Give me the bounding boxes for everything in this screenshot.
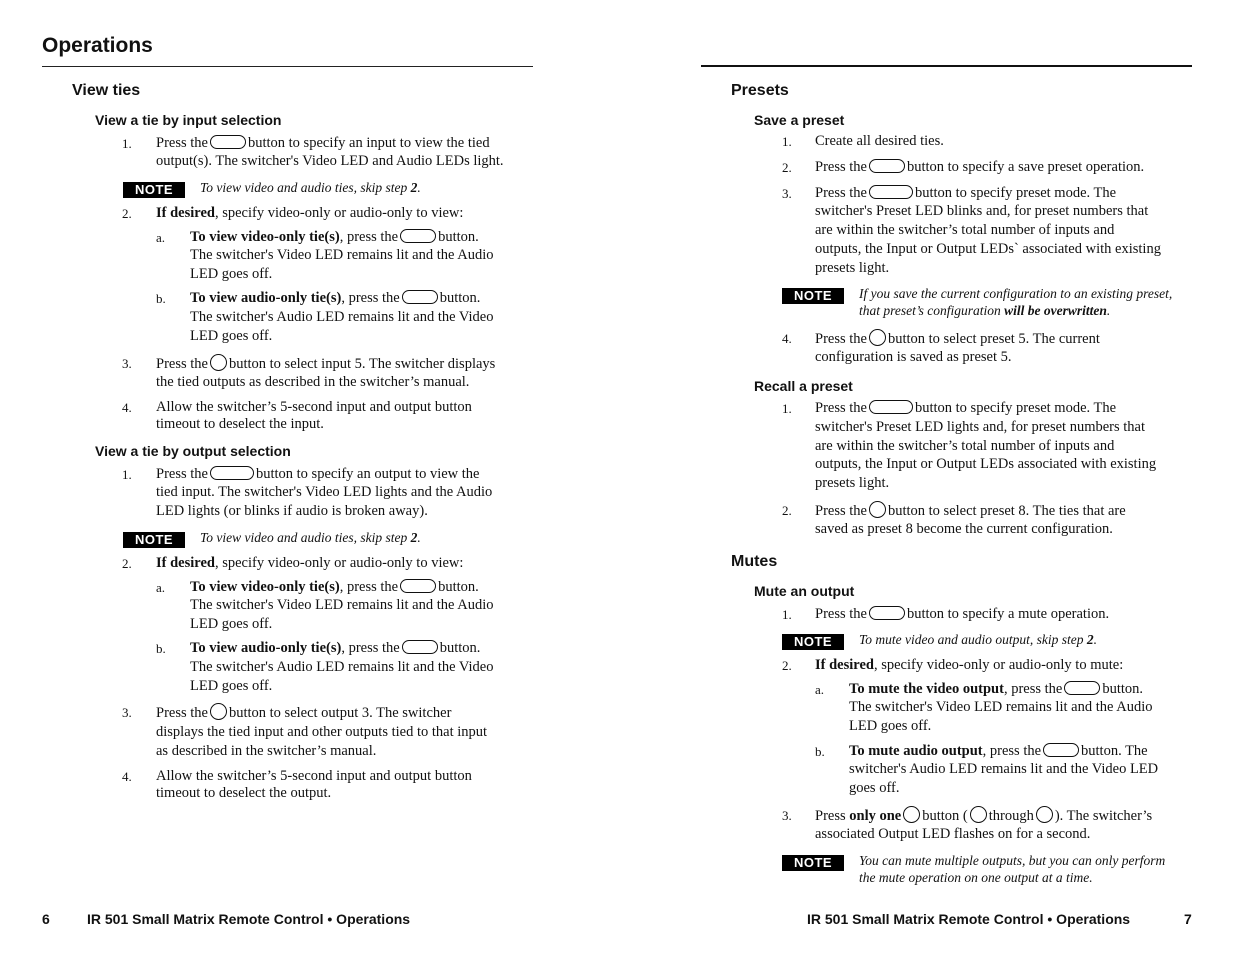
step-text: Press the button to select preset 5. The current [815, 331, 1100, 347]
page-title: Operations [42, 34, 153, 57]
step-text-cont: LED goes off. [190, 266, 273, 282]
step-text: Press the button to select preset 8. The ties that are [815, 503, 1126, 519]
subheading-recall-preset: Recall a preset [754, 378, 853, 394]
round-button-icon [903, 806, 920, 823]
step-text-cont: The switcher's Video LED remains lit and the Audio [849, 699, 1153, 715]
step-number: 4. [122, 769, 132, 784]
note-badge: NOTE [123, 532, 185, 548]
section-heading-view-ties: View ties [72, 82, 141, 99]
button-icon [869, 185, 913, 199]
round-button-icon [869, 329, 886, 346]
header-rule-right [701, 65, 1192, 67]
note-text-cont: that preset’s configuration will be overwritten. [859, 303, 1111, 318]
button-icon [402, 290, 438, 304]
step-number: 2. [782, 160, 792, 175]
round-button-icon [210, 703, 227, 720]
step-text: Press the button to select output 3. The switcher [156, 705, 452, 721]
footer-page-number-right: 7 [1184, 911, 1192, 927]
section-heading-mutes: Mutes [731, 553, 778, 570]
step-text-cont: timeout to deselect the input. [156, 416, 324, 432]
step-text-cont: The switcher's Video LED remains lit and the Audio [190, 597, 494, 613]
step-text-cont: presets light. [815, 260, 890, 276]
step-number: 2. [122, 556, 132, 571]
step-text-cont: switcher's Preset LED lights and, for preset numbers that [815, 419, 1145, 435]
step-text: If desired, specify video-only or audio-only to view: [156, 555, 464, 571]
step-number: 2. [782, 503, 792, 518]
note-text: To view video and audio ties, skip step 2. [200, 530, 421, 545]
step-text: If desired, specify video-only or audio-only to view: [156, 205, 464, 221]
button-icon [400, 229, 436, 243]
footer-page-number-left: 6 [42, 911, 50, 927]
step-text: To view video-only tie(s), press the button. [190, 579, 479, 595]
step-text: Press only one button ( through ). The switcher’s [815, 808, 1153, 824]
round-button-icon [869, 501, 886, 518]
step-text: Press the button to specify a mute operation. [815, 606, 1110, 622]
step-text-cont: are within the switcher’s total number of inputs and [815, 222, 1115, 238]
step-number: 2. [122, 206, 132, 221]
step-text-cont: LED goes off. [849, 718, 932, 734]
step-text-cont: the tied outputs as described in the switcher’s manual. [156, 374, 470, 390]
footer-text-right: IR 501 Small Matrix Remote Control • Operations [807, 911, 1131, 927]
step-text: Press the button to select input 5. The switcher displays [156, 356, 496, 372]
step-text-cont: displays the tied input and other outputs tied to that input [156, 724, 488, 740]
step-letter: a. [815, 682, 825, 697]
note-text: You can mute multiple outputs, but you can only perform [859, 853, 1166, 868]
step-text: To view audio-only tie(s), press the button. [190, 290, 481, 306]
step-text-cont: LED lights (or blinks if audio is broken away). [156, 503, 428, 519]
step-number: 2. [782, 658, 792, 673]
subheading-input-selection: View a tie by input selection [95, 112, 282, 128]
step-text-cont: LED goes off. [190, 328, 273, 344]
step-text-cont: associated Output LED flashes on for a second. [815, 826, 1091, 842]
step-text-cont: saved as preset 8 become the current configuration. [815, 521, 1113, 537]
note-badge: NOTE [782, 855, 844, 871]
step-number: 3. [122, 356, 132, 371]
note-text: If you save the current configuration to an existing preset, [859, 286, 1173, 301]
button-icon [869, 400, 913, 414]
step-text-cont: LED goes off. [190, 616, 273, 632]
button-icon [869, 159, 905, 173]
step-text-cont: The switcher's Audio LED remains lit and the Video [190, 309, 494, 325]
note-text: To mute video and audio output, skip step 2. [859, 632, 1097, 647]
step-number: 3. [122, 705, 132, 720]
step-text-cont: The switcher's Video LED remains lit and the Audio [190, 247, 494, 263]
step-text-cont: as described in the switcher’s manual. [156, 743, 377, 759]
step-text-cont: outputs, the Input or Output LEDs associated with existing [815, 456, 1157, 472]
step-letter: a. [156, 580, 166, 595]
step-text-cont: output(s). The switcher's Video LED and Audio LEDs light. [156, 153, 504, 169]
step-number: 4. [122, 400, 132, 415]
round-button-icon [210, 354, 227, 371]
note-badge: NOTE [782, 288, 844, 304]
button-icon [869, 606, 905, 620]
round-button-icon [970, 806, 987, 823]
subheading-save-preset: Save a preset [754, 112, 845, 128]
step-number: 1. [122, 136, 132, 151]
step-letter: a. [156, 230, 166, 245]
step-number: 4. [782, 331, 792, 346]
header-rule-left [42, 66, 533, 67]
step-text-cont: LED goes off. [190, 678, 273, 694]
step-text-cont: tied input. The switcher's Video LED lights and the Audio [156, 484, 493, 500]
step-letter: b. [156, 641, 166, 656]
note-text-cont: the mute operation on one output at a time. [859, 870, 1093, 885]
step-number: 3. [782, 186, 792, 201]
step-text-cont: The switcher's Audio LED remains lit and the Video [190, 659, 494, 675]
step-number: 1. [782, 401, 792, 416]
step-number: 1. [782, 134, 792, 149]
footer-text-left: IR 501 Small Matrix Remote Control • Operations [87, 911, 411, 927]
step-text: Press the button to specify a save preset operation. [815, 159, 1145, 175]
step-text: Allow the switcher’s 5-second input and output button [156, 768, 472, 784]
step-text: To mute audio output, press the button. The [849, 743, 1148, 759]
step-text-cont: goes off. [849, 780, 900, 796]
button-icon [1064, 681, 1100, 695]
section-heading-presets: Presets [731, 82, 789, 99]
step-number: 1. [782, 607, 792, 622]
step-text-cont: outputs, the Input or Output LEDs` associated with existing [815, 241, 1161, 257]
note-text: To view video and audio ties, skip step 2. [200, 180, 421, 195]
step-text-cont: switcher's Preset LED blinks and, for preset numbers that [815, 203, 1149, 219]
step-letter: b. [156, 291, 166, 306]
button-icon [210, 135, 246, 149]
step-text-cont: presets light. [815, 475, 890, 491]
step-text-cont: configuration is saved as preset 5. [815, 349, 1012, 365]
step-text: Press the button to specify an output to view the [156, 466, 480, 482]
step-text: Press the button to specify an input to view the tied [156, 135, 490, 151]
step-text: To view audio-only tie(s), press the button. [190, 640, 481, 656]
note-badge: NOTE [123, 182, 185, 198]
round-button-icon [1036, 806, 1053, 823]
step-text: Press the button to specify preset mode. The [815, 400, 1117, 416]
step-number: 3. [782, 808, 792, 823]
step-text-cont: timeout to deselect the output. [156, 785, 332, 801]
step-text: Create all desired ties. [815, 133, 944, 149]
step-text: Allow the switcher’s 5-second input and output button [156, 399, 472, 415]
step-number: 1. [122, 467, 132, 482]
note-badge: NOTE [782, 634, 844, 650]
step-text: If desired, specify video-only or audio-only to mute: [815, 657, 1124, 673]
button-icon [210, 466, 254, 480]
subheading-mute-output: Mute an output [754, 583, 855, 599]
subheading-output-selection: View a tie by output selection [95, 443, 291, 459]
step-text: Press the button to specify preset mode. The [815, 185, 1117, 201]
step-text: To mute the video output, press the button. [849, 681, 1144, 697]
button-icon [400, 579, 436, 593]
step-text: To view video-only tie(s), press the button. [190, 229, 479, 245]
button-icon [402, 640, 438, 654]
step-letter: b. [815, 744, 825, 759]
button-icon [1043, 743, 1079, 757]
step-text-cont: are within the switcher’s total number of inputs and [815, 438, 1115, 454]
step-text-cont: switcher's Audio LED remains lit and the Video LED [849, 761, 1159, 777]
